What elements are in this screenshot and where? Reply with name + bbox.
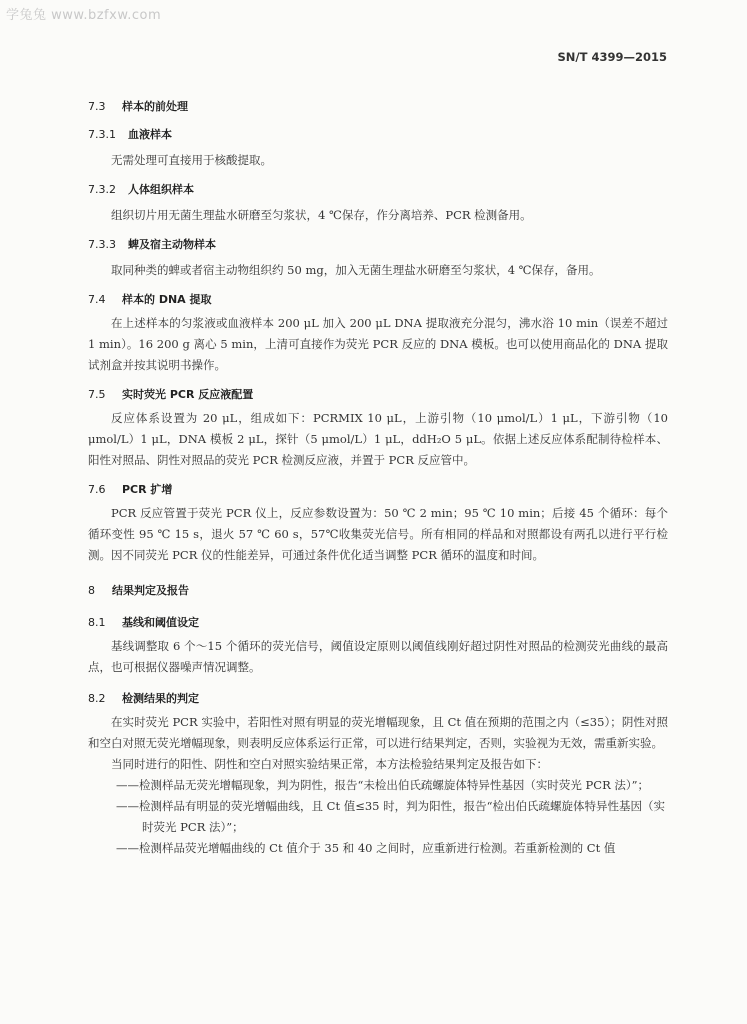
- paragraph-7-3-3: 取同种类的蜱或者宿主动物组织约 50 mg，加入无菌生理盐水研磨至匀浆状，4 ℃保存，备用。: [111, 263, 601, 277]
- paragraph-8-1: 基线调整取 6 个～15 个循环的荧光信号，阈值设定原则以阈值线刚好超过阴性对照品的检测荧光曲线的最高点，也可根据仪器噪声情况调整。: [88, 639, 668, 674]
- list-item: ——检测样品有明显的荧光增幅曲线，且 Ct 值≤35 时，判为阳性，报告“检出伯氏疏螺旋体特异性基因（实时荧光 PCR 法）”；: [116, 799, 666, 834]
- document-body: [88, 98, 668, 859]
- heading-7-4: 7.4 样本的 DNA 提取: [88, 293, 212, 306]
- heading-7-6: 7.6 PCR 扩增: [88, 483, 173, 496]
- heading-7-3: 7.3 样本的前处理: [88, 100, 188, 113]
- paragraph-7-5: 反应体系设置为 20 μL，组成如下：PCRMIX 10 μL，上游引物（10 μmol/L）1 μL，下游引物（10 μmol/L）1 μL，DNA 模板 2 μL，探针（5 μmol/L）1 μL，ddH₂O 5 μL。依据上述反应体系配制待检样本、阳性对照品、阴性对照品的荧光 PCR 检测反应液，并置于 PCR 反应管中。: [88, 411, 668, 467]
- paragraph-8-2-2: 当同时进行的阳性、阴性和空白对照实验结果正常，本方法检验结果判定及报告如下：: [111, 757, 548, 771]
- standard-number: SN/T 4399—2015: [557, 50, 667, 64]
- paragraph-7-3-1: 无需处理可直接用于核酸提取。: [111, 153, 272, 167]
- paragraph-7-4: 在上述样本的匀浆液或血液样本 200 μL 加入 200 μL DNA 提取液充分混匀，沸水浴 10 min（误差不超过 1 min）。16 200 g 离心 5 min，上清可直接作为荧光 PCR 反应的 DNA 模板。也可以使用商品化的 DNA 提取试剂盒并按其说明书操作。: [88, 316, 668, 372]
- heading-8-2: 8.2 检测结果的判定: [88, 692, 199, 705]
- heading-7-3-2: 7.3.2 人体组织样本: [88, 183, 194, 196]
- list-item: ——检测样品荧光增幅曲线的 Ct 值介于 35 和 40 之间时，应重新进行检测。若重新检测的 Ct 值: [116, 841, 616, 855]
- watermark: 学兔兔 www.bzfxw.com: [6, 8, 162, 23]
- paragraph-7-6: PCR 反应管置于荧光 PCR 仪上，反应参数设置为：50 ℃ 2 min；95 ℃ 10 min；后接 45 个循环：每个循环变性 95 ℃ 15 s，退火 57 ℃ 60 s，57℃收集荧光信号。所有相同的样品和对照都设有两孔以进行平行检测。因不同荧光 PCR 仪的性能差异，可通过条件优化适当调整 PCR 循环的温度和时间。: [88, 506, 668, 562]
- paragraph-8-2-1: 在实时荧光 PCR 实验中，若阳性对照有明显的荧光增幅现象，且 Ct 值在预期的范围之内（≤35）；阴性对照和空白对照无荧光增幅现象，则表明反应体系运行正常，可以进行结果判定，否则，实验视为无效，需重新实验。: [88, 715, 668, 750]
- heading-7-5: 7.5 实时荧光 PCR 反应液配置: [88, 388, 254, 401]
- heading-7-3-3: 7.3.3 蜱及宿主动物样本: [88, 238, 216, 251]
- paragraph-7-3-2: 组织切片用无菌生理盐水研磨至匀浆状，4 ℃保存，作分离培养、PCR 检测备用。: [111, 208, 532, 222]
- list-item: ——检测样品无荧光增幅现象，判为阴性，报告“未检出伯氏疏螺旋体特异性基因（实时荧光 PCR 法）”；: [116, 778, 650, 792]
- heading-8: 8 结果判定及报告: [88, 584, 189, 597]
- heading-8-1: 8.1 基线和阈值设定: [88, 616, 199, 629]
- heading-7-3-1: 7.3.1 血液样本: [88, 128, 172, 141]
